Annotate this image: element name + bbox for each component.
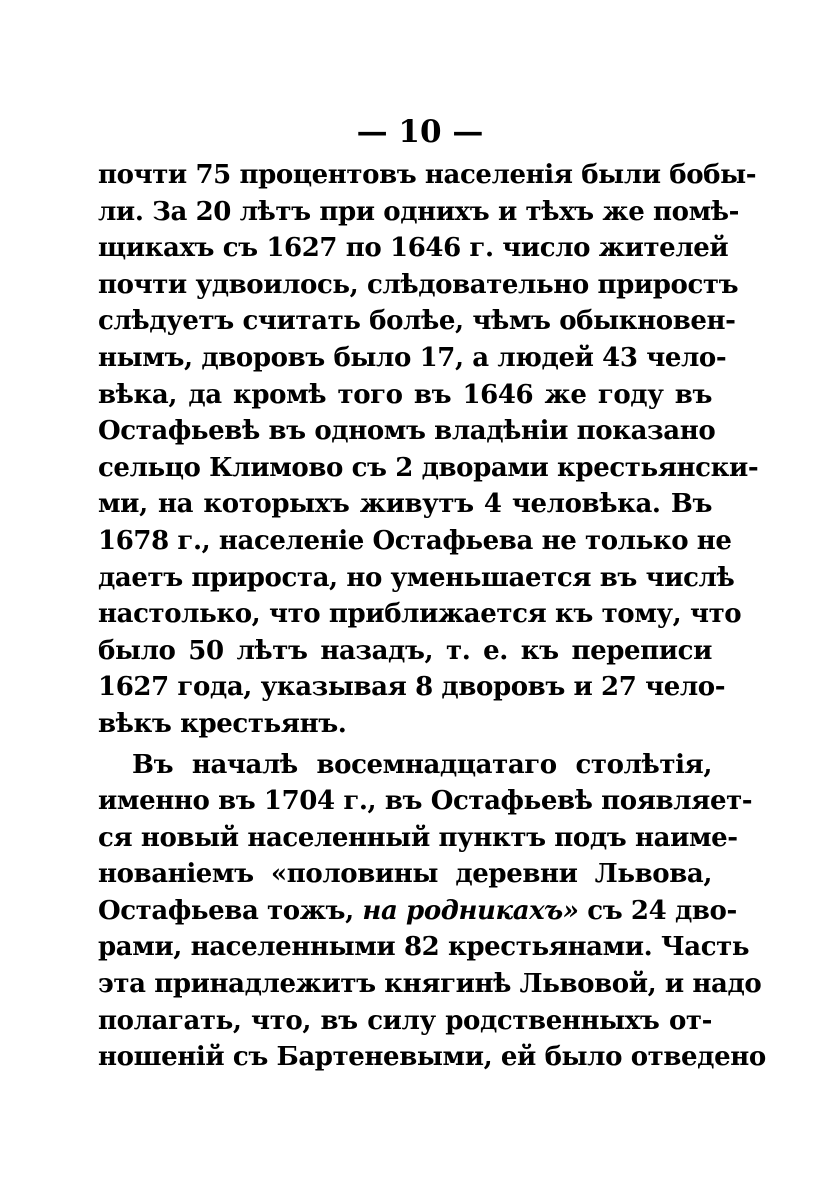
text-line: 1627 года, указывая 8 дворовъ и 27 чело- [98, 672, 726, 703]
text-line: сельцо Климово съ 2 дворами крестьянски- [98, 452, 759, 483]
text-line: ли. За 20 лѣтъ при однихъ и тѣхъ же помѣ- [98, 196, 740, 227]
body-text [98, 157, 766, 1076]
text-line: даетъ прироста, но уменьшается въ числѣ [98, 562, 735, 593]
text-line: нымъ, дворовъ было 17, а людей 43 чело- [98, 342, 727, 373]
text-line: Остафьевѣ въ одномъ владѣніи показано [98, 416, 716, 447]
text-line: вѣкъ крестьянъ. [98, 708, 347, 739]
emphasized-text: на родникахъ» [362, 895, 579, 926]
text-line: эта принадлежитъ княгинѣ Львовой, и надо [98, 969, 762, 1000]
paragraph-1 [98, 157, 759, 743]
text-line: нованіемъ «половины деревни Львова, [98, 859, 712, 890]
text-line: именно въ 1704 г., въ Остафьевѣ появляет- [98, 786, 753, 817]
text-line: ся новый населенный пунктъ подъ наиме- [98, 822, 738, 853]
text-line: щикахъ съ 1627 по 1646 г. число жителей [98, 233, 729, 264]
text-line: было 50 лѣтъ назадъ, т. е. къ переписи [98, 635, 712, 666]
text-line: слѣдуетъ считать болѣе, чѣмъ обыкновен- [98, 306, 736, 337]
text-line: ми, на которыхъ живутъ 4 человѣка. Въ [98, 489, 712, 520]
text-line: ношеній съ Бартеневыми, ей было отведено [98, 1042, 766, 1073]
text-line: настолько, что приближается къ тому, что [98, 599, 742, 630]
text-line: 1678 г., населеніе Остафьева не только не [98, 525, 732, 556]
text-line: почти 75 процентовъ населенія были бобы- [98, 160, 757, 190]
text-line: почти удвоилось, слѣдовательно приростъ [98, 269, 739, 300]
text-line-mixed [98, 893, 737, 930]
text-line: полагать, что, въ силу родственныхъ от- [98, 1005, 712, 1036]
text-line: вѣка, да кромѣ того въ 1646 же году въ [98, 379, 712, 410]
text-line: рами, населенными 82 крестьянами. Часть [98, 932, 750, 963]
text-segment: съ 24 дво- [587, 895, 737, 926]
text-segment: Остафьева тожъ, [98, 895, 354, 926]
paragraph-2 [98, 747, 766, 1076]
page-number: — 10 — [356, 114, 484, 150]
text-line: Въ началѣ восемнадцатаго столѣтія, [132, 749, 712, 780]
